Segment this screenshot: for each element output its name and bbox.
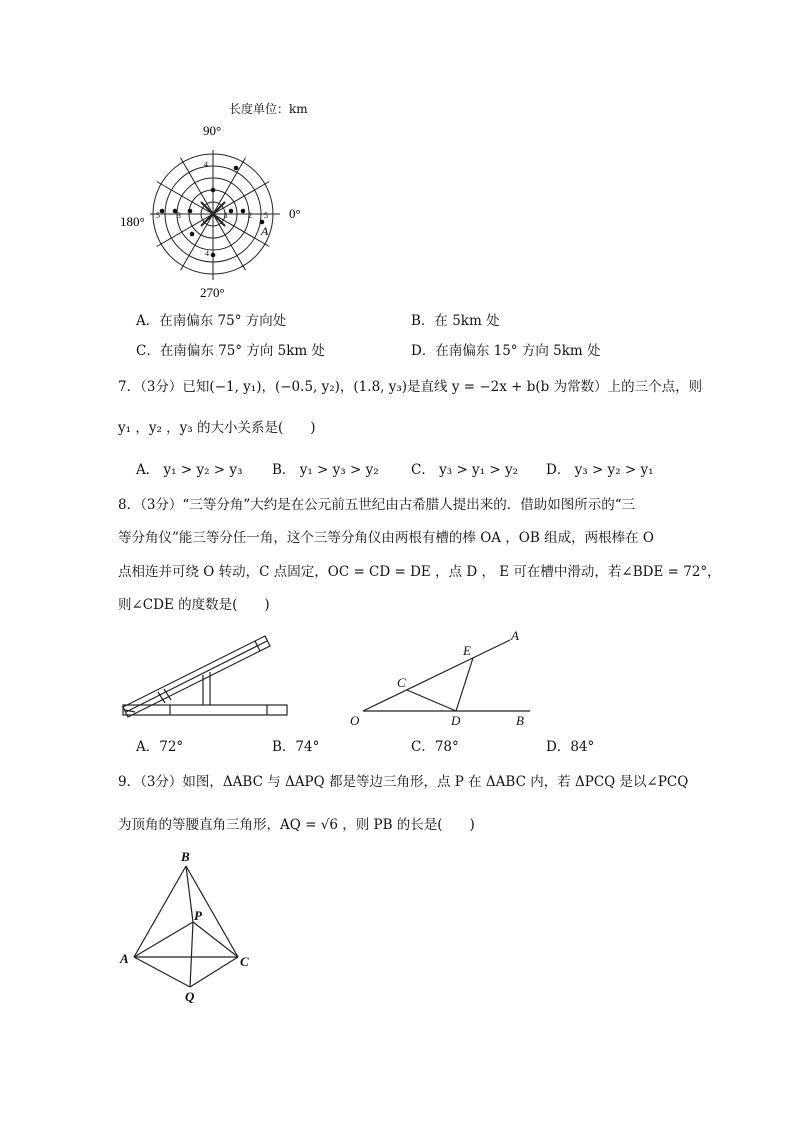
segment-pc [193,922,238,957]
label-c: C [240,954,249,969]
angle-270-label: 270° [200,285,225,300]
q8-option-a[interactable]: A．72° [136,739,184,755]
q8-option-c[interactable]: C．78° [411,739,459,755]
segment-ab [134,866,186,957]
label-b: B [516,713,524,728]
q6-option-b[interactable]: B．在 5km 处 [411,313,500,329]
q8-option-b[interactable]: B．74° [272,739,320,755]
q8-stem-line1: 8．（3分）“三等分角”大约是在公元前五世纪由古希腊人提出来的．借助如图所示的“三 [118,497,636,513]
label-q: Q [185,989,195,1004]
label-a: A [511,628,519,643]
point-a-label: A [261,224,269,238]
segment-bp [186,866,193,922]
angle-90-label: 90° [203,123,222,138]
q8-stem-line4: 则∠CDE 的度数是( ) [118,597,270,613]
segment-ap [134,922,193,957]
segment-qc [190,957,238,987]
q7-option-a[interactable]: A． y₁ > y₂ > y₃ [136,462,243,478]
ring-number: 4 [204,160,208,169]
q6-option-c[interactable]: C．在南偏东 75° 方向 5km 处 [136,343,325,359]
q8-option-d[interactable]: D．84° [546,739,595,755]
q7-option-c[interactable]: C． y₃ > y₁ > y₂ [411,462,519,478]
angle-0-label: 0° [289,206,301,221]
label-p: P [194,908,202,923]
q7-stem-line2: y₁ ，y₂ ，y₃ 的大小关系是( ) [118,420,316,436]
q7-stem-line1: 7．（3分）已知(−1, y₁)，(−0.5, y₂)，(1.8, y₃)是直线 y = −2x + b(b 为常数）上的三个点，则 [118,379,703,395]
q7-option-d[interactable]: D． y₃ > y₂ > y₁ [546,462,654,478]
q9-stem-line2: 为顶角的等腰直角三角形，AQ = √6 ，则 PB 的长是( ) [118,817,475,833]
q9-stem-line1: 9．（3分）如图，ΔABC 与 ΔAPQ 都是等边三角形，点 P 在 ΔABC 内，若 ΔPCQ 是以∠PCQ [118,774,689,790]
label-a: A [120,951,129,966]
label-b: B [181,849,190,864]
q8-stem-line2: 等分角仪”能三等分任一角，这个三等分角仪由两根有槽的棒 OA ，OB 组成，两根棒在 O [118,530,654,546]
label-d: D [451,713,461,728]
unit-label: 长度单位：km [229,102,308,116]
q6-option-d[interactable]: D．在南偏东 15° 方向 5km 处 [411,343,601,359]
label-c: C [397,675,406,690]
segment-aq [134,957,190,987]
ring-number: 2 [248,211,252,220]
ring-number: 4 [205,249,209,258]
q6-option-a[interactable]: A．在南偏东 75° 方向处 [136,313,287,329]
ring-number: 1 [224,211,228,220]
ring-number: 5 [264,211,268,220]
ring-number: 3 [177,211,181,220]
segment-pq [190,922,193,987]
ring-number: 5 [156,211,160,220]
angle-180-label: 180° [120,214,145,229]
label-o: O [350,713,360,728]
label-e: E [463,643,471,658]
q8-stem-line3: 点相连并可绕 O 转动，C 点固定，OC = CD = DE ，点 D ， E 可在槽中滑动，若∠BDE = 72°， [118,564,721,580]
q7-option-b[interactable]: B． y₁ > y₃ > y₂ [272,462,379,478]
